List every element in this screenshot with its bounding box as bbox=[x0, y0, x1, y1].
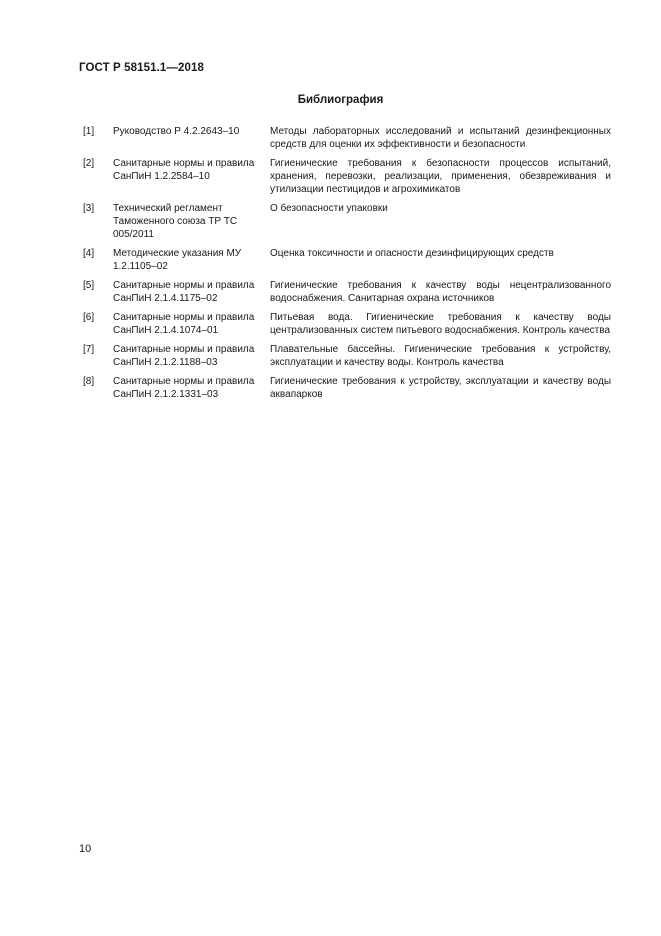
section-title-text: Библиография bbox=[297, 94, 384, 106]
entry-source: Технический регламент Таможенного союза ТР ТС 005/2011 bbox=[113, 203, 238, 240]
entry-source: Методические указания МУ 1.2.1105–02 bbox=[113, 248, 242, 272]
entry-title: Методы лабораторных исследований и испытаний дезинфекционных средств для оценки их эффективности и безопасности bbox=[270, 126, 611, 150]
entry-title: Гигиенические требования к устройству, эксплуатации и качеству воды аквапарков bbox=[270, 376, 611, 400]
document-header: ГОСТ Р 58151.1—2018 bbox=[79, 62, 204, 74]
entry-number: [5] bbox=[83, 280, 95, 291]
bibliography-entry bbox=[83, 279, 611, 305]
entry-number: [3] bbox=[83, 203, 95, 214]
entry-title: Плавательные бассейны. Гигиенические требования к устройству, эксплуатации и качеству воды. Контроль качества bbox=[270, 344, 611, 368]
entry-number: [8] bbox=[83, 376, 95, 387]
entry-title: Питьевая вода. Гигиенические требования к качеству воды централизованных систем питьевого водоснабжения. Контроль качества bbox=[270, 312, 611, 336]
entry-title: Гигиенические требования к качеству воды нецентрализованного водоснабжения. Санитарная охрана источников bbox=[270, 280, 611, 304]
entry-source: Санитарные нормы и правила СанПиН 2.1.2.1331–03 bbox=[113, 376, 255, 400]
entry-title: О безопасности упаковки bbox=[270, 203, 388, 214]
bibliography-entry bbox=[83, 202, 611, 241]
entry-number: [7] bbox=[83, 344, 95, 355]
bibliography-entry bbox=[83, 343, 611, 369]
entry-number: [2] bbox=[83, 158, 95, 169]
entry-title: Гигиенические требования к безопасности процессов испытаний, хранения, перевозки, реализации, применения, обезвреживания и утилизации пестицидов и агрохимикатов bbox=[270, 158, 611, 195]
entry-source: Санитарные нормы и правила СанПиН 1.2.2584–10 bbox=[113, 158, 255, 182]
bibliography-entry bbox=[83, 375, 611, 401]
bibliography-list bbox=[83, 125, 611, 407]
entry-number: [6] bbox=[83, 312, 95, 323]
entry-source: Руководство Р 4.2.2643–10 bbox=[113, 126, 240, 137]
entry-number: [4] bbox=[83, 248, 95, 259]
entry-source: Санитарные нормы и правила СанПиН 2.1.4.1175–02 bbox=[113, 280, 255, 304]
entry-source: Санитарные нормы и правила СанПиН 2.1.2.1188–03 bbox=[113, 344, 255, 368]
page-number: 10 bbox=[79, 843, 92, 855]
bibliography-entry bbox=[83, 311, 611, 337]
entry-number: [1] bbox=[83, 126, 95, 137]
entry-title: Оценка токсичности и опасности дезинфицирующих средств bbox=[270, 248, 554, 259]
bibliography-entry bbox=[83, 125, 611, 151]
entry-source: Санитарные нормы и правила СанПиН 2.1.4.1074–01 bbox=[113, 312, 255, 336]
section-title bbox=[0, 94, 661, 106]
bibliography-entry bbox=[83, 157, 611, 196]
bibliography-entry bbox=[83, 247, 611, 273]
